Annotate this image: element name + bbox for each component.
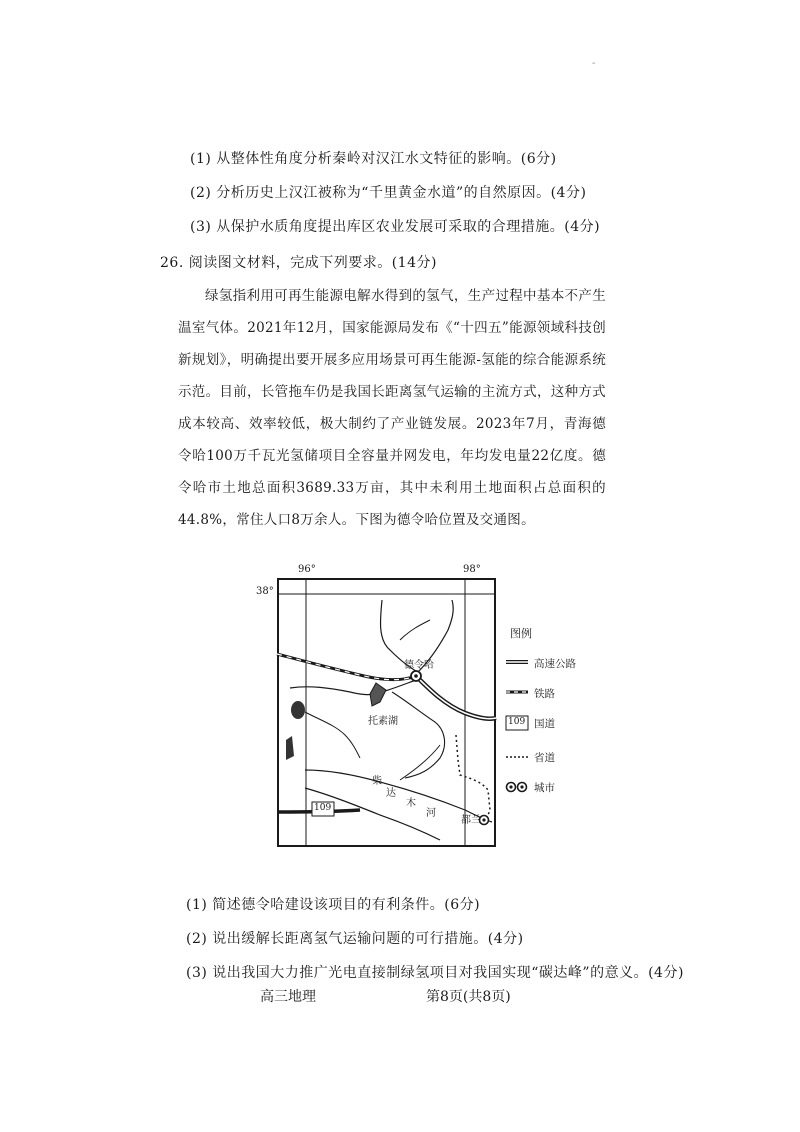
river-char-4: 河 <box>426 808 436 819</box>
railway-line <box>277 654 416 680</box>
tributary-a <box>400 620 430 640</box>
latitude-38-label: 38° <box>256 586 274 597</box>
lower-stream <box>392 692 445 778</box>
west-lake-2 <box>286 736 294 760</box>
longitude-96-label: 96° <box>298 564 316 575</box>
west-stream <box>305 712 360 758</box>
provincial-road <box>456 735 490 820</box>
dulan-city-dot <box>482 818 485 821</box>
question-26-3: (3) 说出我国大力推广光电直接制绿氢项目对我国实现“碳达峰”的意义。(4分) <box>186 965 684 981</box>
question-26-2: (2) 说出缓解长距离氢气运输问题的可行措施。(4分) <box>186 931 524 947</box>
top-mark: - <box>592 58 596 69</box>
legend-title: 图例 <box>510 627 532 640</box>
west-lake-1 <box>291 701 305 719</box>
bayin-river <box>290 680 416 695</box>
footer-subject: 高三地理 <box>260 989 316 1005</box>
river-char-3: 木 <box>406 798 416 809</box>
railway-line-inner <box>277 654 416 680</box>
tuosu-lake <box>370 683 386 706</box>
prev-question-1: (1) 从整体性角度分析秦岭对汉江水文特征的影响。(6分) <box>190 151 557 167</box>
river-char-2: 达 <box>386 788 396 799</box>
passage-text: 绿氢指利用可再生能源电解水得到的氢气，生产过程中基本不产生温室气体。2021年12月，国家能源局发布《“十四五”能源领域科技创新规划》，明确提出要开展多应用场景可再生能源-氢能的综合能源系统示范。目前，长管拖车仍是我国长距离氢气运输的主流方式，这种方式成本较高、效率较低，极大制约了产业链发展。2023年7月，青海德令哈100万千瓦光氢储项目全容量并网发电，年均发电量22亿度。德令哈市土地总面积3689.33万亩，其中未利用土地面积占总面积的44.8%，常住人口8万余人。下图为德令哈位置及交通图。 <box>178 288 606 528</box>
delingha-city-dot <box>414 674 418 678</box>
legend-label-railway: 铁路 <box>534 688 555 700</box>
longitude-98-label: 98° <box>463 564 481 575</box>
tuosu-lake-label: 托素湖 <box>368 716 398 727</box>
question-26-1: (1) 简述德令哈建设该项目的有利条件。(6分) <box>186 897 481 913</box>
legend-label-national-road: 国道 <box>534 718 555 730</box>
highway-line-inner <box>416 676 496 719</box>
chaidamu-tributary <box>400 745 440 780</box>
prev-question-2: (2) 分析历史上汉江被称为“千里黄金水道”的自然原因。(4分) <box>190 185 587 201</box>
legend-label-provincial-road: 省道 <box>534 752 555 764</box>
legend-label-highway: 高速公路 <box>534 658 576 670</box>
dulan-label: 都兰 <box>461 815 481 826</box>
highway-line <box>416 676 496 719</box>
question-26-header: 26. 阅读图文材料，完成下列要求。(14分) <box>160 255 437 271</box>
road-109-label: 109 <box>314 803 332 813</box>
prev-question-3: (3) 从保护水质角度提出库区农业发展可采取的合理措施。(4分) <box>190 219 601 235</box>
delingha-label: 德令哈 <box>404 660 434 671</box>
legend-label-city: 城市 <box>534 782 555 794</box>
footer-page-number: 第8页(共8页) <box>426 989 511 1005</box>
legend-national-road-code: 109 <box>508 717 526 727</box>
river-char-1: 柴 <box>372 776 382 787</box>
